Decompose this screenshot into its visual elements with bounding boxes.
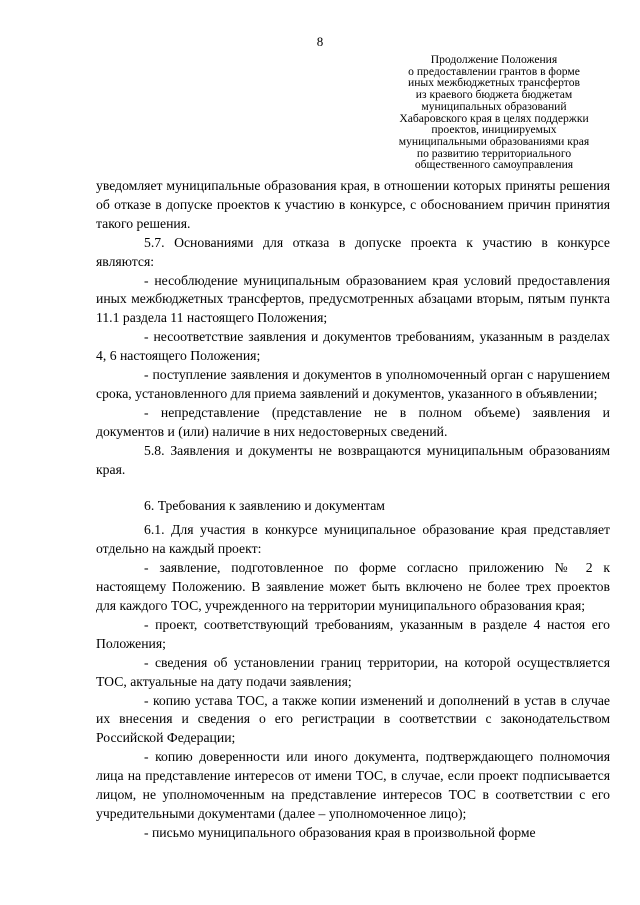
paragraph: 5.7. Основаниями для отказа в допуске проекта к участию в конкурсе являются: (96, 234, 610, 269)
header-line: проектов, инициируемых (431, 123, 557, 137)
header-line: из краевого бюджета бюджетам (415, 88, 573, 102)
list-item: - поступление заявления и документов в уполномоченный орган с нарушением срока, установленного для приема заявлений и документов, указанного в объявлении; (96, 367, 610, 401)
header-line: общественного самоуправления (414, 158, 574, 172)
page-number: 8 (316, 34, 324, 49)
paragraph: уведомляет муниципальные образования края, в отношении которых приняты решения об отказе в допуске проектов к участию в конкурсе, с обоснованием причин принятия такого решения. (96, 178, 610, 231)
list-item: - несоблюдение муниципальным образованием края условий предоставления иных межбюджетных трансфертов, предусмотренных абзацами вторым, пятым пункта 11.1 раздела 11 настоящего Положения; (96, 272, 610, 326)
list-item: - заявление, подготовленное по форме согласно приложению № 2 к настоящему Положению. В заявление может быть включено не более трех проектов для каждого ТОС, учрежденного на территории муниципального образования края; (96, 560, 610, 614)
list-item: - копию доверенности или иного документа, подтверждающего полномочия лица на представление интересов от имени ТОС, в случае, если проект подписывается лицом, не уполномоченным на представление интересов ТОС в соответствии с его учредительными документами (далее – уполномоченное лицо); (96, 749, 610, 821)
section-heading: 6. Требования к заявлению и документам (144, 497, 385, 513)
header-line: муниципальных образований (421, 99, 567, 113)
list-item: - копию устава ТОС, а также копии изменений и дополнений в устав в случае их внесения и сведения о его регистрации в соответствии с законодательством Российской Федерации; (96, 692, 610, 746)
header-line: иных межбюджетных трансфертов (408, 76, 580, 90)
document-body (96, 177, 610, 843)
header-line: о предоставлении грантов в форме (408, 64, 580, 78)
list-item: - непредставление (представление не в полном объеме) заявления и документов и (или) наличие в них недостоверных сведений. (96, 404, 610, 439)
header-line: Продолжение Положения (430, 53, 558, 66)
list-item: - несоответствие заявления и документов требованиям, указанным в разделах 4, 6 настоящего Положения; (96, 329, 610, 364)
header-line: Хабаровского края в целях поддержки (399, 111, 589, 125)
header-line: по развитию территориального (416, 146, 572, 160)
document-header (374, 54, 614, 171)
list-item: - письмо муниципального образования края в произвольной форме (144, 824, 536, 840)
paragraph: 6.1. Для участия в конкурсе муниципальное образование края представляет отдельно на каждый проект: (96, 522, 610, 557)
list-item: - проект, соответствующий требованиям, указанным в разделе 4 настоя его Положения; (96, 616, 610, 651)
list-item: - сведения об установлении границ территории, на которой осуществляется ТОС, актуальные на дату подачи заявления; (96, 654, 610, 689)
header-line: муниципальными образованиями края (398, 134, 590, 148)
paragraph: 5.8. Заявления и документы не возвращаются муниципальным образованиям края. (96, 442, 610, 477)
